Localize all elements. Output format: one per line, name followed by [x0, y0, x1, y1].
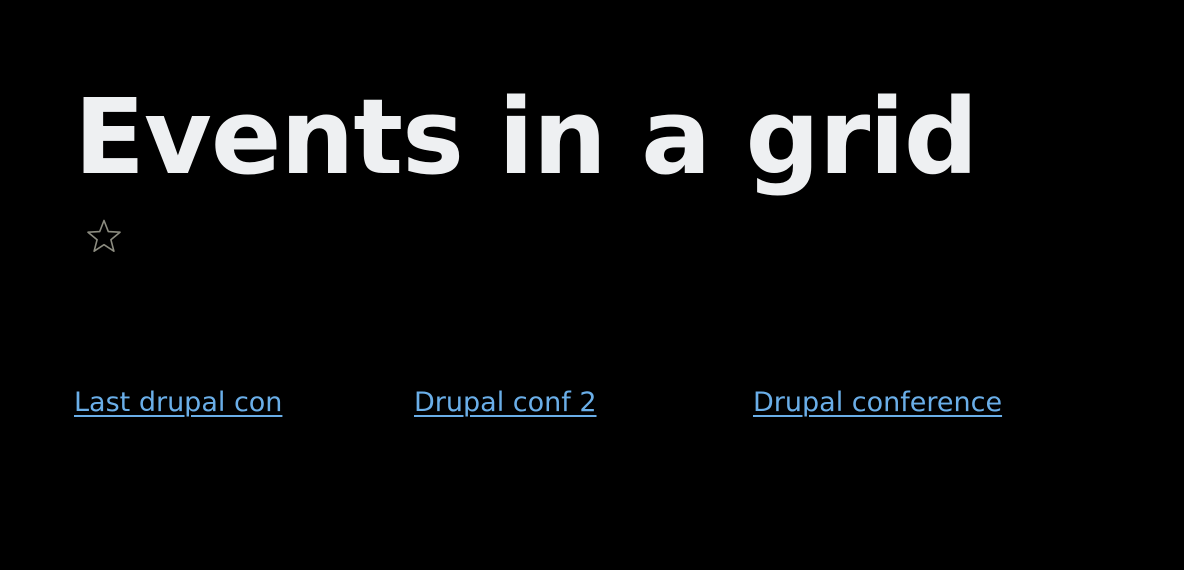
event-link-last-drupal-con[interactable]: Last drupal con	[74, 387, 283, 418]
page-title: Events in a grid	[74, 76, 978, 198]
event-link-drupal-conf-2[interactable]: Drupal conf 2	[414, 387, 597, 418]
star-outline-icon	[84, 217, 124, 257]
grid-item	[414, 384, 597, 424]
grid-item	[74, 384, 282, 424]
event-link-drupal-conference[interactable]: Drupal conference	[753, 387, 1003, 418]
events-grid	[74, 384, 1114, 424]
favorite-star-button[interactable]	[84, 217, 124, 257]
grid-item	[753, 384, 1002, 424]
